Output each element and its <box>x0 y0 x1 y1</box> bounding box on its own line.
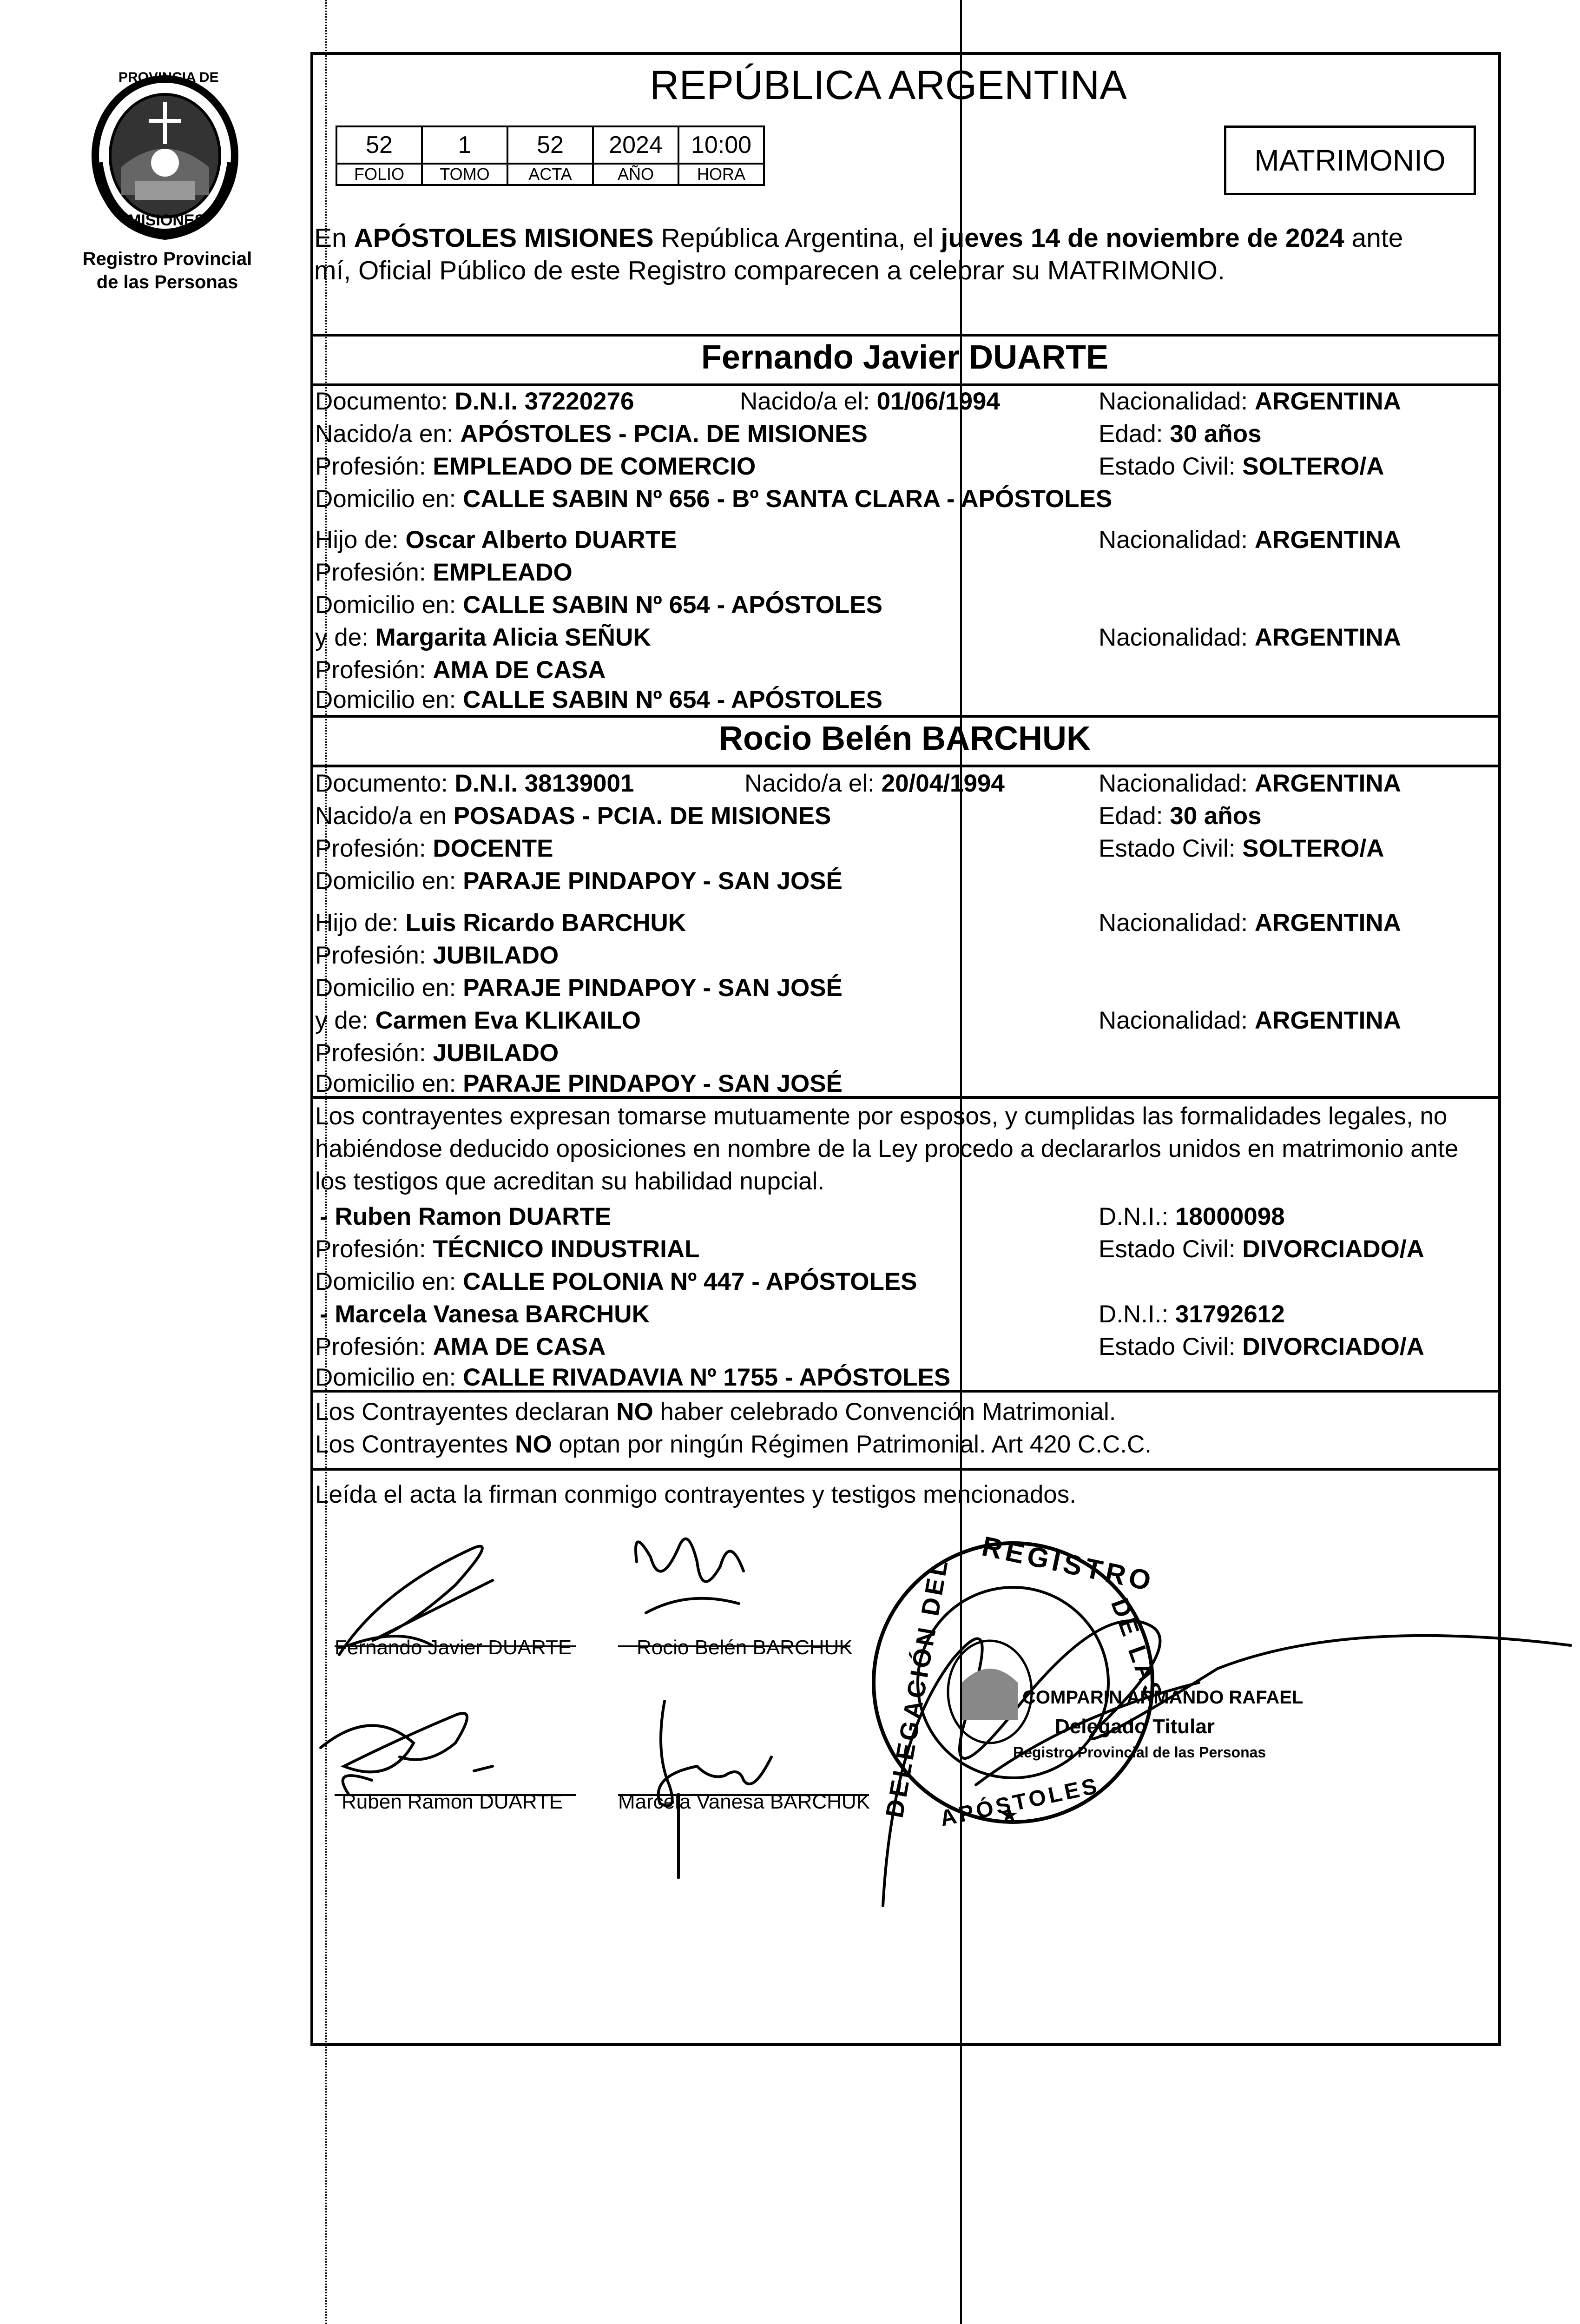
intro-place: APÓSTOLES MISIONES <box>354 223 654 253</box>
witness1-civil-status: Estado Civil: DIVORCIADO/A <box>1099 1235 1424 1263</box>
signature-label-1: Fernando Javier DUARTE <box>335 1636 572 1659</box>
spouse2-name: Rocio Belén BARCHUK <box>718 720 1091 757</box>
signature-label-3: Ruben Ramon DUARTE <box>342 1790 563 1813</box>
spouse2-father: Hijo de: Luis Ricardo BARCHUK <box>315 909 686 937</box>
convention-line-2: Los Contrayentes NO optan por ningún Régimen Patrimonial. Art 420 C.C.C. <box>315 1431 1152 1458</box>
tomo-value: 1 <box>422 126 507 164</box>
stamp-ring-right: DE LAS <box>1105 1594 1169 1707</box>
spouse1-father-profession: Profesión: EMPLEADO <box>315 559 573 586</box>
spouse1-profession: Profesión: EMPLEADO DE COMERCIO <box>315 453 756 480</box>
witness2-profession: Profesión: AMA DE CASA <box>315 1333 606 1360</box>
intro-date: jueves 14 de noviembre de 2024 <box>941 223 1344 253</box>
intro-line-1: En APÓSTOLES MISIONES República Argentina, el jueves 14 de noviembre de 2024 ante <box>314 223 1403 253</box>
registry-caption-1: Registro Provincial <box>82 249 252 269</box>
spouse1-civil-status: Estado Civil: SOLTERO/A <box>1099 453 1384 480</box>
spouse2-born-in: Nacido/a en POSADAS - PCIA. DE MISIONES <box>315 802 831 830</box>
spouse2-born-on: Nacido/a el: 20/04/1994 <box>744 770 1005 797</box>
spouse2-mother-nationality: Nacionalidad: ARGENTINA <box>1099 1007 1401 1034</box>
signature-label-4: Marcela Vanesa BARCHUK <box>618 1790 870 1813</box>
seal-text-bottom: MISIONES <box>128 211 205 229</box>
spouse1-born-on: Nacido/a el: 01/06/1994 <box>740 388 1000 415</box>
declaration-line-1: Los contrayentes expresan tomarse mutuamente por esposos, y cumplidas las formalidades legales, no <box>315 1103 1448 1130</box>
spouse2-mother: y de: Carmen Eva KLIKAILO <box>315 1007 641 1034</box>
witness2-address: Domicilio en: CALLE RIVADAVIA Nº 1755 - APÓSTOLES <box>315 1364 951 1391</box>
spouse2-address: Domicilio en: PARAJE PINDAPOY - SAN JOSÉ <box>315 867 843 895</box>
witness2-name: - Marcela Vanesa BARCHUK <box>320 1301 650 1328</box>
spouse1-mother: y de: Margarita Alicia SEÑUK <box>315 624 651 651</box>
spouse2-mother-address: Domicilio en: PARAJE PINDAPOY - SAN JOSÉ <box>315 1070 843 1097</box>
folio-label: FOLIO <box>336 164 422 185</box>
record-table <box>336 125 765 186</box>
page-title: REPÚBLICA ARGENTINA <box>650 62 1127 108</box>
spouse1-age: Edad: 30 años <box>1099 420 1262 448</box>
tomo-label: TOMO <box>422 164 507 185</box>
spouse1-father: Hijo de: Oscar Alberto DUARTE <box>315 526 677 554</box>
witness2-dni: D.N.I.: 31792612 <box>1099 1301 1285 1328</box>
acta-label: ACTA <box>507 164 593 185</box>
spouse2-father-address: Domicilio en: PARAJE PINDAPOY - SAN JOSÉ <box>315 974 843 1002</box>
hora-label: HORA <box>678 164 764 185</box>
spouse2-father-nationality: Nacionalidad: ARGENTINA <box>1099 909 1401 937</box>
stamp-ring-bottom: APÓSTOLES <box>938 1773 1102 1831</box>
spouse1-name: Fernando Javier DUARTE <box>701 339 1109 376</box>
spouse2-document: Documento: D.N.I. 38139001 <box>315 770 634 797</box>
ano-label: AÑO <box>593 164 678 185</box>
spouse2-civil-status: Estado Civil: SOLTERO/A <box>1099 835 1384 862</box>
registry-caption-2: de las Personas <box>96 272 238 292</box>
signature-label-2: Rocio Belén BARCHUK <box>637 1636 853 1659</box>
stamp-ring-top: REGISTRO <box>979 1530 1158 1598</box>
witness1-dni: D.N.I.: 18000098 <box>1099 1203 1285 1230</box>
spouse1-born-in: Nacido/a en: APÓSTOLES - PCIA. DE MISIONES <box>315 420 868 448</box>
spouse2-father-profession: Profesión: JUBILADO <box>315 942 559 969</box>
witness1-address: Domicilio en: CALLE POLONIA Nº 447 - APÓSTOLES <box>315 1268 917 1295</box>
seal-text-top: PROVINCIA DE <box>118 70 219 85</box>
spouse2-profession: Profesión: DOCENTE <box>315 835 553 862</box>
record-type-box <box>1224 125 1476 195</box>
ano-value: 2024 <box>593 126 678 164</box>
stamp-ring-left: DELEGACIÓN DEL <box>880 1555 954 1820</box>
officer-name: COMPARIN ARMANDO RAFAEL <box>1022 1687 1304 1708</box>
intro-line-2: mí, Oficial Público de este Registro comparecen a celebrar su MATRIMONIO. <box>314 256 1225 285</box>
spouse2-age: Edad: 30 años <box>1099 802 1262 830</box>
declaration-line-3: los testigos que acreditan su habilidad nupcial. <box>315 1168 825 1195</box>
spouse1-father-nationality: Nacionalidad: ARGENTINA <box>1099 526 1401 554</box>
officer-org: Registro Provincial de las Personas <box>1013 1744 1266 1761</box>
witness2-civil-status: Estado Civil: DIVORCIADO/A <box>1099 1333 1424 1360</box>
convention-line-1: Los Contrayentes declaran NO haber celebrado Convención Matrimonial. <box>315 1398 1116 1426</box>
record-type-label: MATRIMONIO <box>1254 144 1446 177</box>
hora-value: 10:00 <box>678 126 764 164</box>
spouse1-document: Documento: D.N.I. 37220276 <box>315 388 634 415</box>
witness1-profession: Profesión: TÉCNICO INDUSTRIAL <box>315 1235 700 1263</box>
acta-value: 52 <box>507 126 593 164</box>
closing-text: Leída el acta la firman conmigo contrayentes y testigos mencionados. <box>315 1481 1077 1508</box>
officer-title: Delegado Titular <box>1055 1715 1215 1738</box>
declaration-line-2: habiéndose deducido oposiciones en nombre de la Ley procedo a declararlos unidos en matrimonio ante <box>315 1135 1459 1162</box>
spouse1-mother-profession: Profesión: AMA DE CASA <box>315 656 606 684</box>
spouse1-mother-address: Domicilio en: CALLE SABIN Nº 654 - APÓSTOLES <box>315 686 882 713</box>
witness1-name: - Ruben Ramon DUARTE <box>320 1203 612 1230</box>
spouse1-address: Domicilio en: CALLE SABIN Nº 656 - Bº SANTA CLARA - APÓSTOLES <box>315 485 1113 513</box>
spouse2-nationality: Nacionalidad: ARGENTINA <box>1099 770 1401 797</box>
spouse1-nationality: Nacionalidad: ARGENTINA <box>1099 388 1401 415</box>
spouse1-mother-nationality: Nacionalidad: ARGENTINA <box>1099 624 1401 651</box>
spouse1-father-address: Domicilio en: CALLE SABIN Nº 654 - APÓSTOLES <box>315 591 882 619</box>
folio-value: 52 <box>336 126 422 164</box>
spouse2-mother-profession: Profesión: JUBILADO <box>315 1039 559 1067</box>
